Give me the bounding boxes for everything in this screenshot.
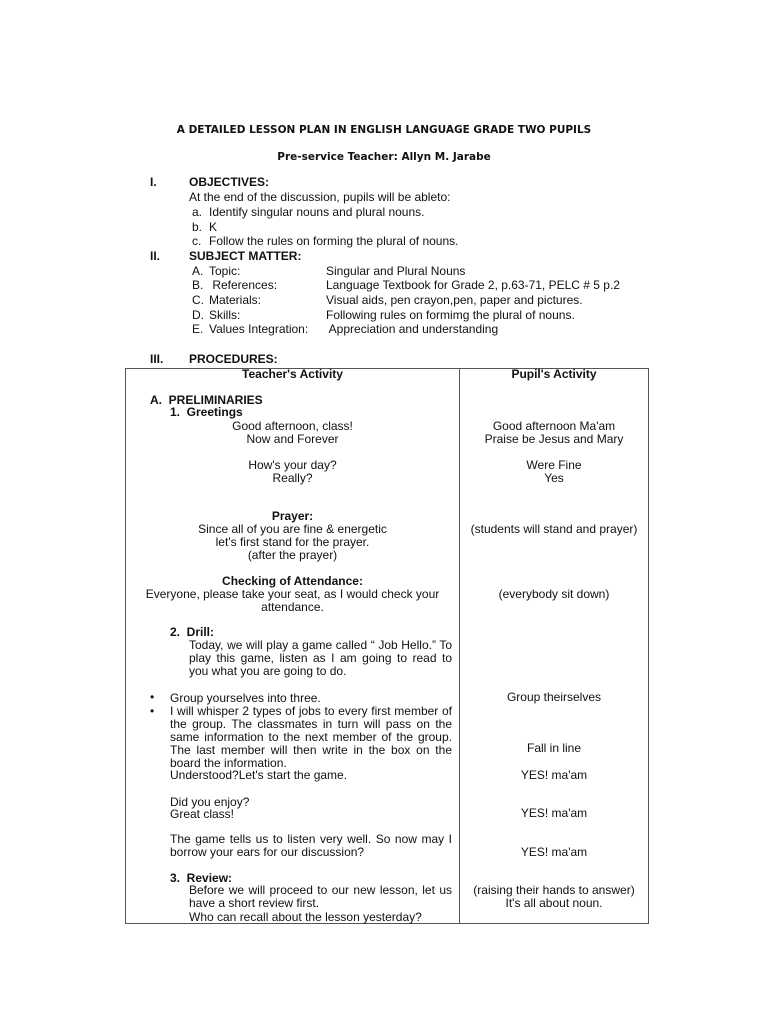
teacher-line: Now and Forever bbox=[246, 432, 339, 446]
objective-text: K bbox=[209, 220, 218, 234]
review-heading: 3. Review: bbox=[170, 871, 233, 885]
subject-letter: E. bbox=[192, 322, 204, 336]
objective-item-a bbox=[192, 205, 424, 219]
teacher-line: The game tells us to listen very well. So now may I borrow your ears for our discussion? bbox=[170, 832, 452, 859]
subject-value-values: Appreciation and understanding bbox=[326, 322, 499, 336]
teacher-line: Good afternoon, class! bbox=[232, 419, 353, 433]
bullet-icon: • bbox=[150, 704, 155, 718]
subject-label: Topic: bbox=[209, 264, 241, 278]
subject-numeral: II. bbox=[150, 249, 161, 263]
procedures-numeral: III. bbox=[150, 352, 164, 366]
teacher-line: let's first stand for the prayer. bbox=[215, 535, 370, 549]
pupil-line: YES! ma'am bbox=[520, 806, 588, 820]
subject-label: Materials: bbox=[209, 293, 262, 307]
drill-bullet-2: I will whisper 2 types of jobs to every first member of the group. The classmates in turn will pass on the same information to the next member of the group. The last member will then write in the box on the board the information. bbox=[170, 704, 452, 770]
objective-text: Identify singular nouns and plural nouns. bbox=[209, 205, 425, 219]
subject-letter: B. bbox=[192, 278, 204, 292]
document-title: A DETAILED LESSON PLAN IN ENGLISH LANGUAGE GRADE TWO PUPILS bbox=[176, 124, 592, 136]
pupil-line: YES! ma'am bbox=[520, 768, 588, 782]
objectives-heading: OBJECTIVES: bbox=[189, 175, 270, 189]
subject-item-topic bbox=[192, 264, 240, 278]
greetings-heading: 1. Greetings bbox=[170, 405, 243, 419]
bullet-icon: • bbox=[150, 690, 155, 704]
subject-heading: SUBJECT MATTER: bbox=[189, 249, 302, 263]
column-header-teacher: Teacher's Activity bbox=[242, 367, 343, 381]
teacher-line: Understood?Let's start the game. bbox=[170, 768, 348, 782]
prayer-heading: Prayer: bbox=[271, 509, 314, 523]
subject-letter: D. bbox=[192, 308, 204, 322]
subject-item-materials bbox=[192, 293, 261, 307]
teacher-line: How's your day? bbox=[248, 458, 337, 472]
subject-label: Skills: bbox=[209, 308, 241, 322]
table-column-divider bbox=[459, 368, 460, 924]
teacher-line: Really? bbox=[272, 471, 313, 485]
pupil-line: Fall in line bbox=[526, 741, 582, 755]
subject-label: References: bbox=[209, 278, 278, 292]
teacher-line: (after the prayer) bbox=[247, 548, 338, 562]
pupil-line: Were Fine bbox=[526, 458, 582, 472]
drill-bullet-1: Group yourselves into three. bbox=[170, 691, 321, 705]
subject-label: Values Integration: bbox=[209, 322, 309, 336]
objective-item-c bbox=[192, 234, 458, 248]
pupil-line: Good afternoon Ma'am bbox=[492, 419, 616, 433]
teacher-line: Since all of you are fine & energetic bbox=[198, 522, 387, 536]
teacher-name: Pre-service Teacher: Allyn M. Jarabe bbox=[277, 151, 491, 163]
pupil-line: Group theirselves bbox=[506, 690, 602, 704]
objective-letter: b. bbox=[192, 220, 203, 234]
subject-value-topic: Singular and Plural Nouns bbox=[326, 264, 466, 278]
subject-value-references: Language Textbook for Grade 2, p.63-71, PELC # 5 p.2 bbox=[326, 278, 620, 292]
objective-letter: c. bbox=[192, 234, 202, 248]
pupil-line: (students will stand and prayer) bbox=[470, 522, 638, 536]
teacher-line: attendance. bbox=[261, 600, 324, 614]
pupil-line: (raising their hands to answer) bbox=[473, 883, 635, 897]
attendance-heading: Checking of Attendance: bbox=[222, 574, 363, 588]
subject-letter: C. bbox=[192, 293, 204, 307]
objective-letter: a. bbox=[192, 205, 203, 219]
subject-item-skills bbox=[192, 308, 240, 322]
review-question: Who can recall about the lesson yesterday? bbox=[189, 910, 422, 924]
objectives-numeral: I. bbox=[150, 175, 157, 189]
teacher-line: Did you enjoy? bbox=[170, 795, 250, 809]
objectives-intro: At the end of the discussion, pupils will be ableto: bbox=[189, 190, 451, 204]
pupil-line: (everybody sit down) bbox=[498, 587, 610, 601]
review-text: Before we will proceed to our new lesson, let us have a short review first. bbox=[189, 883, 452, 910]
subject-item-values bbox=[192, 322, 308, 336]
drill-text: Today, we will play a game called “ Job Hello.” To play this game, listen as I am going to read to you what you are going to do. bbox=[189, 638, 452, 678]
drill-heading: 2. Drill: bbox=[170, 625, 215, 639]
pupil-line: It's all about noun. bbox=[505, 896, 603, 910]
teacher-line: Great class! bbox=[170, 807, 235, 821]
preliminaries-heading: A. PRELIMINARIES bbox=[150, 393, 263, 407]
subject-item-references bbox=[192, 278, 277, 292]
subject-value-skills: Following rules on formimg the plural of nouns. bbox=[326, 308, 575, 322]
pupil-line: Yes bbox=[544, 471, 564, 485]
pupil-line: Praise be Jesus and Mary bbox=[484, 432, 624, 446]
subject-value-materials: Visual aids, pen crayon,pen, paper and pictures. bbox=[326, 293, 583, 307]
pupil-line: YES! ma'am bbox=[520, 845, 588, 859]
objective-text: Follow the rules on forming the plural of nouns. bbox=[209, 234, 459, 248]
procedures-heading: PROCEDURES: bbox=[189, 352, 278, 366]
subject-letter: A. bbox=[192, 264, 204, 278]
teacher-line: Everyone, please take your seat, as I would check your bbox=[145, 587, 440, 601]
column-header-pupil: Pupil's Activity bbox=[511, 367, 597, 381]
objective-item-b bbox=[192, 220, 217, 234]
